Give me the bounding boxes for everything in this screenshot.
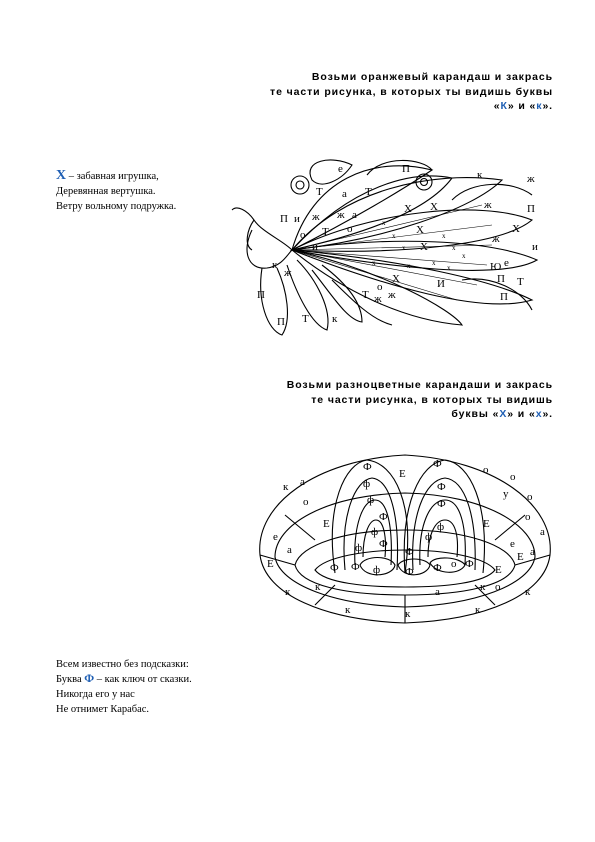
- svg-text:ж: ж: [492, 233, 500, 245]
- svg-text:и: и: [312, 241, 318, 253]
- poem-line: Не отнимет Карабас.: [56, 704, 150, 715]
- svg-text:И: И: [437, 278, 445, 290]
- svg-text:х: х: [462, 252, 466, 260]
- svg-text:х: х: [392, 232, 396, 240]
- svg-text:Ф: Ф: [465, 558, 474, 570]
- coloring-picture-bird: [232, 150, 552, 340]
- svg-text:и: и: [532, 241, 538, 253]
- svg-text:а: а: [342, 188, 347, 200]
- svg-text:Х: Х: [512, 223, 520, 235]
- svg-text:е: е: [510, 538, 515, 550]
- svg-text:е: е: [273, 531, 278, 543]
- svg-text:к: к: [525, 586, 531, 598]
- svg-text:е: е: [338, 163, 343, 175]
- svg-text:о: о: [377, 281, 383, 293]
- svg-text:о: о: [483, 464, 489, 476]
- svg-text:П: П: [257, 289, 265, 301]
- svg-text:Ю: Ю: [490, 261, 502, 273]
- svg-text:Т: Т: [302, 313, 309, 325]
- poem-letter-kh: [56, 168, 176, 214]
- svg-text:Ф: Ф: [437, 481, 446, 493]
- svg-text:е: е: [504, 257, 509, 269]
- svg-text:Ф: Ф: [405, 546, 414, 558]
- svg-text:Т: Т: [365, 186, 372, 198]
- svg-text:х: х: [372, 259, 376, 267]
- svg-text:Ф: Ф: [437, 498, 446, 510]
- svg-text:а: а: [352, 209, 357, 221]
- svg-text:к: к: [332, 313, 338, 325]
- svg-text:у: у: [503, 488, 509, 500]
- svg-text:ж: ж: [484, 199, 492, 211]
- svg-text:к: к: [475, 604, 481, 616]
- svg-text:х: х: [442, 232, 446, 240]
- svg-text:ж: ж: [374, 293, 382, 305]
- svg-text:о: о: [495, 581, 501, 593]
- svg-text:ф: ф: [373, 564, 381, 576]
- poem-line: Всем известно без подсказки:: [56, 659, 189, 670]
- svg-text:ф: ф: [367, 494, 375, 506]
- svg-text:Х: Х: [392, 273, 400, 285]
- svg-text:х: х: [382, 219, 386, 227]
- coloring-picture-dome: [255, 445, 555, 625]
- svg-text:Е: Е: [495, 564, 502, 576]
- instruction-line: Возьми разноцветные карандаши и закрась: [286, 379, 553, 391]
- svg-text:П: П: [527, 203, 535, 215]
- instruction-orange: [270, 70, 553, 114]
- instruction-multicolor: [287, 378, 553, 422]
- svg-text:о: о: [525, 511, 531, 523]
- poem-letter: Х: [56, 168, 67, 183]
- svg-text:П: П: [402, 163, 410, 175]
- svg-text:Е: Е: [323, 518, 330, 530]
- svg-text:Х: Х: [430, 201, 438, 213]
- svg-text:и: и: [294, 213, 300, 225]
- svg-text:ж: ж: [527, 173, 535, 185]
- svg-text:Ф: Ф: [351, 561, 360, 573]
- svg-text:к: к: [477, 169, 483, 181]
- svg-text:Т: Т: [322, 226, 329, 238]
- svg-text:Е: Е: [267, 558, 274, 570]
- poem-line: Никогда его у нас: [56, 689, 135, 700]
- svg-text:о: о: [300, 229, 306, 241]
- svg-text:ж: ж: [284, 267, 292, 279]
- svg-text:х: х: [402, 244, 406, 252]
- target-letter: К: [500, 100, 508, 112]
- target-letter: Х: [499, 408, 508, 420]
- svg-text:Т: Т: [362, 289, 369, 301]
- svg-text:П: П: [497, 273, 505, 285]
- svg-text:ф: ф: [355, 542, 363, 554]
- svg-text:Ф: Ф: [363, 461, 372, 473]
- svg-text:Х: Х: [420, 241, 428, 253]
- svg-text:ж: ж: [388, 289, 396, 301]
- svg-text:х: х: [407, 262, 411, 270]
- poem-line: Деревянная вертушка.: [56, 186, 156, 197]
- svg-text:х: х: [452, 244, 456, 252]
- svg-text:П: П: [280, 213, 288, 225]
- svg-text:ф: ф: [363, 478, 371, 490]
- svg-text:к: к: [345, 604, 351, 616]
- poem-letter-f: [56, 657, 192, 717]
- svg-text:П: П: [277, 316, 285, 328]
- svg-text:о: о: [510, 471, 516, 483]
- svg-text:Х: Х: [404, 203, 412, 215]
- svg-text:к: к: [283, 481, 289, 493]
- svg-text:ж: ж: [312, 211, 320, 223]
- svg-text:к: к: [272, 259, 278, 271]
- svg-text:Е: Е: [483, 518, 490, 530]
- svg-text:Ф: Ф: [433, 458, 442, 470]
- svg-text:к: к: [315, 581, 321, 593]
- svg-text:Т: Т: [517, 276, 524, 288]
- poem-line: Х – забавная игрушка,: [56, 168, 159, 183]
- svg-text:к: к: [285, 586, 291, 598]
- instruction-line: «К» и «к».: [493, 100, 553, 112]
- svg-text:ф: ф: [425, 531, 433, 543]
- svg-text:Т: Т: [316, 186, 323, 198]
- svg-text:а: а: [287, 544, 292, 556]
- svg-text:Ф: Ф: [405, 566, 414, 578]
- svg-text:Ф: Ф: [379, 511, 388, 523]
- svg-text:о: о: [451, 558, 457, 570]
- svg-text:о: о: [303, 496, 309, 508]
- svg-text:а: а: [435, 586, 440, 598]
- svg-text:х: х: [432, 259, 436, 267]
- instruction-line: буквы «Х» и «х».: [451, 408, 553, 420]
- svg-text:Ф: Ф: [379, 538, 388, 550]
- svg-text:ф: ф: [371, 526, 379, 538]
- poem-line: Буква Ф – как ключ от сказки.: [56, 673, 192, 685]
- svg-text:х: х: [447, 264, 451, 272]
- svg-text:П: П: [500, 291, 508, 303]
- svg-text:Ф: Ф: [433, 562, 442, 574]
- svg-text:а: а: [300, 476, 305, 488]
- instruction-line: те части рисунка, в которых ты видишь: [311, 393, 553, 406]
- svg-text:а: а: [530, 546, 535, 558]
- svg-text:к: к: [405, 608, 411, 620]
- poem-letter: Ф: [84, 673, 95, 685]
- svg-text:к: к: [480, 581, 486, 593]
- svg-text:о: о: [527, 491, 533, 503]
- svg-text:ф: ф: [437, 521, 445, 533]
- poem-line: Ветру вольному подружка.: [56, 201, 177, 212]
- instruction-line: Возьми оранжевый карандаш и закрась: [311, 71, 553, 83]
- svg-text:Е: Е: [399, 468, 406, 480]
- svg-text:ж: ж: [337, 209, 345, 221]
- target-letter: к: [536, 100, 543, 112]
- svg-text:Ф: Ф: [330, 562, 339, 574]
- instruction-line: те части рисунка, в которых ты видишь буквы: [270, 85, 553, 98]
- svg-text:о: о: [347, 223, 353, 235]
- svg-text:Е: Е: [517, 551, 524, 563]
- svg-text:а: а: [540, 526, 545, 538]
- svg-text:Х: Х: [416, 224, 424, 236]
- target-letter: х: [535, 408, 543, 420]
